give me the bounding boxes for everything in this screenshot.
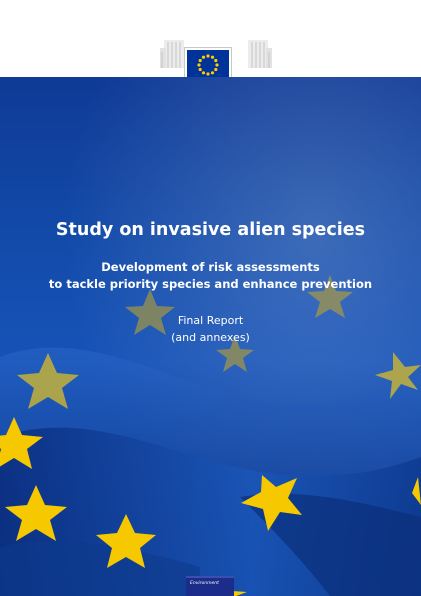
- subtitle-line-2: to tackle priority species and enhance prevention: [48, 277, 373, 291]
- environment-badge-label: Environment: [190, 581, 219, 586]
- subtitle-line-1: Development of risk assessments: [101, 260, 320, 274]
- cover-title: Study on invasive alien species: [55, 220, 366, 240]
- report-type: [0, 312, 421, 346]
- report-line-1: Final Report: [177, 314, 244, 327]
- cover-subtitle: [0, 259, 421, 293]
- environment-badge: [186, 576, 234, 596]
- report-line-2: (and annexes): [171, 331, 250, 344]
- cover-panel: [0, 77, 421, 596]
- eu-flag-icon: [187, 50, 229, 80]
